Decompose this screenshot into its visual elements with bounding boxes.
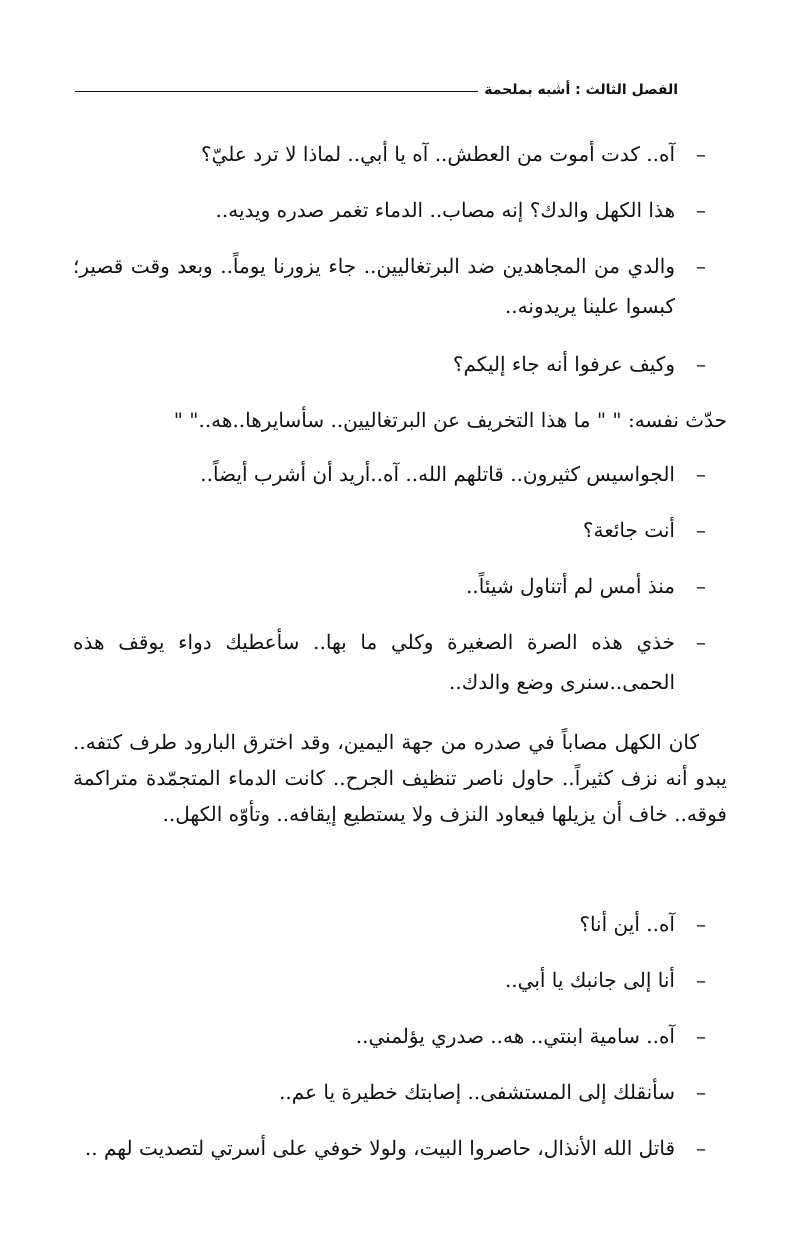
dialogue-line	[73, 1016, 727, 1056]
dialogue-line	[73, 190, 727, 230]
dialogue-text: آه.. كدت أموت من العطش.. آه يا أبي.. لماذا لا ترد عليّ؟	[201, 142, 675, 166]
dialogue-line	[73, 904, 727, 944]
dialogue-text: والدي من المجاهدين ضد البرتغاليين.. جاء يزورنا يوماً.. وبعد وقت قصير؛ كبسوا علينا يريدونه..	[73, 254, 675, 318]
dialogue-dash: –	[696, 912, 706, 936]
narration-paragraph: كان الكهل مصاباً في صدره من جهة اليمين، وقد اخترق البارود طرف كتفه.. يبدو أنه نزف كثيراً.. حاول ناصر تنظيف الجرح.. كانت الدماء المتجمّدة متراكمة فوقه.. خاف أن يزيلها فيعاود النزف ولا يستطيع إيقافه.. وتأوّه الكهل..	[73, 730, 727, 826]
dialogue-text: أنت جائعة؟	[582, 518, 675, 542]
header-rule	[75, 91, 478, 92]
dialogue-text: أنا إلى جانبك يا أبي..	[504, 968, 675, 992]
dialogue-text: وكيف عرفوا أنه جاء إليكم؟	[452, 352, 675, 376]
dialogue-line	[73, 510, 727, 550]
dialogue-line	[73, 246, 727, 326]
dialogue-dash: –	[696, 574, 706, 598]
inner-thought: حدّث نفسه: " " ما هذا التخريف عن البرتغاليين.. سأسايرها..هه.." "	[173, 408, 727, 432]
dialogue-text: سأنقلك إلى المستشفى.. إصابتك خطيرة يا عم..	[279, 1080, 675, 1104]
dialogue-line	[73, 960, 727, 1000]
dialogue-line	[73, 454, 727, 494]
dialogue-text: منذ أمس لم أتناول شيئاً..	[466, 574, 675, 598]
dialogue-line	[73, 1128, 727, 1168]
dialogue-line	[73, 344, 727, 384]
chapter-title: الفصل الثالث : أشبه بملحمة	[484, 82, 678, 98]
dialogue-dash: –	[696, 1024, 706, 1048]
dialogue-dash: –	[696, 1080, 706, 1104]
dialogue-dash: –	[696, 630, 706, 654]
dialogue-text: خذي هذه الصرة الصغيرة وكلي ما بها.. سأعطيك دواء يوقف هذه الحمى..سنرى وضع والدك..	[73, 630, 675, 694]
dialogue-line	[73, 622, 727, 702]
dialogue-dash: –	[696, 352, 706, 376]
dialogue-text: هذا الكهل والدك؟ إنه مصاب.. الدماء تغمر صدره ويديه..	[215, 198, 675, 222]
dialogue-dash: –	[696, 198, 706, 222]
dialogue-text: آه.. سامية ابنتي.. هه.. صدري يؤلمني..	[355, 1024, 675, 1048]
dialogue-dash: –	[696, 462, 706, 486]
dialogue-text: الجواسيس كثيرون.. قاتلهم الله.. آه..أريد أن أشرب أيضاً..	[200, 462, 675, 486]
dialogue-dash: –	[696, 142, 706, 166]
dialogue-dash: –	[696, 254, 706, 278]
dialogue-line	[73, 566, 727, 606]
running-header	[75, 78, 678, 102]
dialogue-text: قاتل الله الأنذال، حاصروا البيت، ولولا خوفي على أسرتي لتصديت لهم ..	[84, 1136, 675, 1160]
dialogue-text: آه.. أين أنا؟	[579, 912, 675, 936]
dialogue-line	[73, 1072, 727, 1112]
dialogue-dash: –	[696, 518, 706, 542]
dialogue-dash: –	[696, 968, 706, 992]
dialogue-dash: –	[696, 1136, 706, 1160]
dialogue-line	[73, 134, 727, 174]
